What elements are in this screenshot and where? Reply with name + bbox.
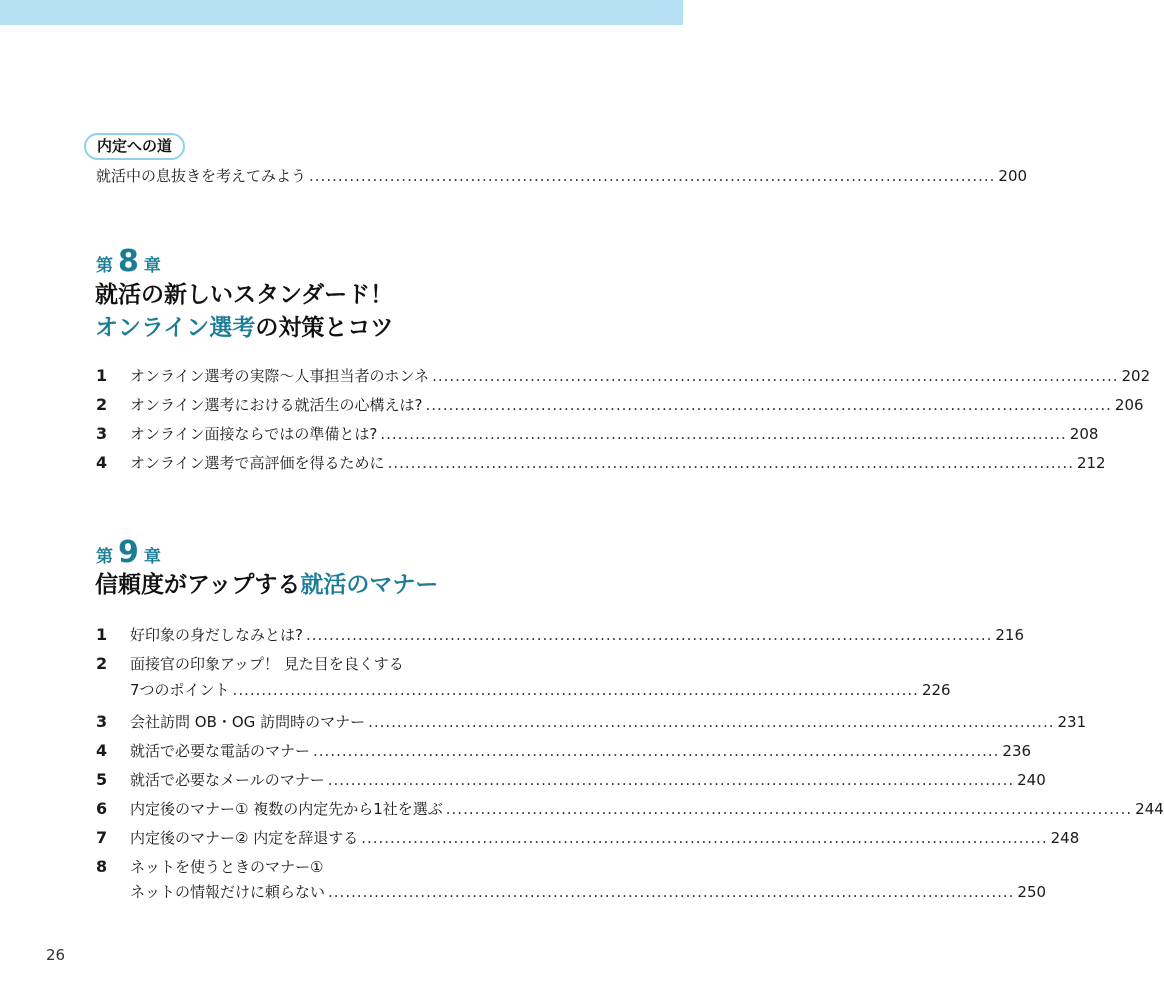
toc-entry-9-5[interactable] (96, 770, 1046, 790)
chapter-8-title-line1: 就活の新しいスタンダード！ (95, 282, 394, 308)
toc-entry-text: 就活で必要な電話のマナー (130, 742, 311, 760)
dot-leader: ....................................................................................................................... (380, 425, 1067, 443)
toc-entry-9-1[interactable] (96, 625, 1025, 645)
toc-entry-number: 2 (96, 654, 108, 673)
dot-leader: ....................................................................................................................... (387, 454, 1074, 472)
toc-entry-text: 内定後のマナー② 内定を辞退する (130, 829, 359, 847)
toc-entry-number: 7 (96, 828, 108, 847)
chapter-9-label (96, 535, 161, 570)
toc-entry-number: 5 (96, 770, 108, 789)
header-band (0, 0, 683, 25)
toc-entry-page: 250 (1017, 883, 1047, 901)
toc-entry-text: 内定後のマナー① 複数の内定先から1社を選ぶ (130, 800, 443, 818)
toc-entry-text: オンライン選考における就活生の心構えは? (130, 396, 423, 414)
toc-entry-text: オンライン選考の実際〜人事担当者のホンネ (130, 367, 430, 385)
toc-entry-9-3[interactable] (96, 712, 1087, 732)
toc-entry-9-2[interactable] (130, 680, 951, 700)
toc-entry-page: 206 (1114, 396, 1144, 414)
chapter-9-title-accent: 就活のマナー (300, 572, 439, 598)
chapter-prefix: 第 (96, 256, 113, 276)
dot-leader: ....................................................................................................................... (445, 800, 1133, 818)
toc-entry-number: 3 (96, 712, 108, 731)
toc-entry-8-2[interactable] (96, 395, 1144, 415)
toc-entry-8-3[interactable] (96, 424, 1099, 444)
toc-entry-number: 4 (96, 453, 108, 472)
toc-entry-page: 240 (1017, 771, 1046, 789)
toc-entry-number: 1 (96, 625, 108, 644)
toc-entry-number: 1 (96, 366, 108, 385)
toc-entry-number: 4 (96, 741, 108, 760)
dot-leader: ....................................................................................................................... (313, 742, 1000, 760)
toc-entry-number: 6 (96, 799, 108, 818)
toc-entry-intro[interactable] (96, 166, 1028, 186)
toc-entry-page: 226 (921, 681, 951, 699)
toc-entry-9-8[interactable] (130, 882, 1047, 902)
page-number: 26 (46, 946, 66, 964)
toc-entry-9-6[interactable] (96, 799, 1164, 819)
dot-leader: ....................................................................................................................... (432, 367, 1119, 385)
toc-entry-text: 就活中の息抜きを考えてみよう (96, 167, 307, 185)
chapter-number: 8 (118, 244, 139, 279)
toc-entry-number: 3 (96, 424, 108, 443)
toc-entry-8-4[interactable] (96, 453, 1106, 473)
toc-entry-text: ネットの情報だけに頼らない (130, 883, 326, 901)
toc-entry-page: 208 (1069, 425, 1099, 443)
dot-leader: ....................................................................................................................... (309, 167, 996, 185)
toc-entry-text: 7つのポイント (130, 681, 230, 699)
toc-entry-page: 202 (1121, 367, 1151, 385)
chapter-suffix: 章 (143, 256, 161, 276)
chapter-suffix: 章 (143, 547, 161, 567)
toc-entry-page: 231 (1057, 713, 1087, 731)
intro-badge: 内定への道 (84, 133, 185, 160)
chapter-8-title-accent: オンライン選考 (95, 315, 256, 341)
toc-entry-text: オンライン選考で高評価を得るために (130, 454, 385, 472)
toc-entry-page: 248 (1050, 829, 1080, 847)
toc-entry-page: 236 (1002, 742, 1032, 760)
toc-entry-9-2-line1[interactable] (96, 654, 570, 674)
chapter-8-title-rest: の対策とコツ (255, 315, 394, 341)
toc-entry-text: 就活で必要なメールのマナー (130, 771, 325, 789)
toc-entry-page: 216 (995, 626, 1025, 644)
dot-leader: ....................................................................................................................... (305, 626, 993, 644)
toc-entry-text-line1: ネットを使うときのマナー① (130, 858, 324, 876)
toc-entry-number: 2 (96, 395, 108, 414)
toc-entry-page: 200 (998, 167, 1028, 185)
dot-leader: ....................................................................................................................... (361, 829, 1048, 847)
toc-entry-9-8-line1[interactable] (96, 857, 570, 877)
dot-leader: ....................................................................................................................... (328, 883, 1015, 901)
toc-entry-number: 8 (96, 857, 108, 876)
toc-entry-page: 244 (1135, 800, 1164, 818)
chapter-9-title-plain: 信頼度がアップする (95, 572, 301, 598)
toc-entry-text: 会社訪問 OB・OG 訪問時のマナー (130, 713, 366, 731)
chapter-8-label (96, 244, 161, 279)
toc-entry-text: 好印象の身だしなみとは? (130, 626, 303, 644)
chapter-9-title (95, 570, 438, 600)
toc-entry-9-4[interactable] (96, 741, 1032, 761)
toc-entry-8-1[interactable] (96, 366, 1151, 386)
toc-entry-9-7[interactable] (96, 828, 1080, 848)
chapter-8-title-line2 (95, 313, 393, 343)
dot-leader: ....................................................................................................................... (232, 681, 919, 699)
dot-leader: ....................................................................................................................... (327, 771, 1015, 789)
chapter-number: 9 (118, 535, 139, 570)
dot-leader: ....................................................................................................................... (368, 713, 1055, 731)
dot-leader: ....................................................................................................................... (425, 396, 1112, 414)
toc-entry-text-line1: 面接官の印象アップ！ 見た目を良くする (130, 655, 404, 673)
toc-entry-text: オンライン面接ならではの準備とは? (130, 425, 378, 443)
chapter-prefix: 第 (96, 547, 113, 567)
toc-entry-page: 212 (1076, 454, 1106, 472)
